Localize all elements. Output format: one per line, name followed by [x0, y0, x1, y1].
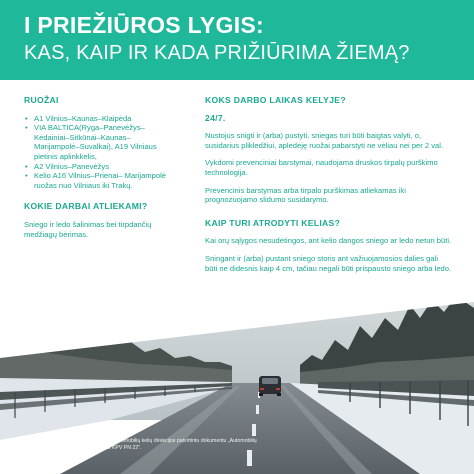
time-value: 24/7. — [205, 112, 226, 123]
roads-heading: RUOŽAI — [24, 95, 59, 105]
time-heading: KOKS DARBO LAIKAS KELYJE? — [205, 95, 346, 105]
look-heading: KAIP TURI ATRODYTI KELIAS? — [205, 217, 341, 228]
paragraph: Prevencinis barstymas arba tirpalo purškimas atliekamas iki prognozuojamo slidumo susidarymo. — [205, 185, 406, 205]
page-subtitle: KAS, KAIP IR KADA PRIŽIŪRIMA ŽIEMĄ? — [24, 42, 410, 64]
paragraph: Kai orų sąlygos nesudėtingos, ant kelio dangos sniego ar ledo neturi būti. — [205, 236, 452, 246]
paragraph: Sningant ir (arba) pustant sniego storis ant važiuojamosios dalies gali būti ne didesnis kaip 4 cm, tačiau negali būti prispausto sniego arba ledo. — [205, 253, 452, 273]
works-heading: KOKIE DARBAI ATLIEKAMI? — [24, 201, 148, 212]
car-icon — [259, 376, 281, 396]
paragraph: Nustojus snigti ir (arba) pustyti, sniegas turi būti baigtas valyti, o, susidarius plikledžiui, apledėję ruožai pabarstyti ne vėliau nei per 2 val. — [205, 131, 444, 150]
right-column — [205, 96, 452, 281]
list-item: • A2 Vilnius–Panevėžys — [24, 162, 174, 172]
list-item: • VIA BALTICA(Ryga–Panevėžys–Kėdainiai–Sitkūnai–Kaunas–Marijampolė–Suvalkai), A19 Vilniaus pietinis aplinkkelis, — [24, 123, 174, 161]
left-column — [24, 96, 174, 247]
list-item: • Kelio A16 Vilnius–Prienai– Marijampolė ruožas nuo Vilniaus iki Trakų. — [24, 171, 174, 190]
paragraph: Vykdomi prevenciniai barstymai, naudojama druskos tirpalų purškimo technologija. — [205, 158, 438, 177]
footer-note: Kelių priežiūrą, vadovaujantis Lietuvos automobilių kelių direkcijos patvirtintu dokumentu „Automobilių kelių nuolatinės priežiūros normatyvai KPV PN 22". — [24, 438, 257, 451]
works-text: Sniego ir ledo šalinimas bei tirpdančių medžiagų bėrimas. — [24, 219, 152, 239]
page-title: I PRIEŽIŪROS LYGIS: — [24, 12, 265, 38]
roads-list — [24, 114, 174, 191]
list-item: • A1 Vilnius–Kaunas–Klaipėda — [24, 114, 174, 124]
